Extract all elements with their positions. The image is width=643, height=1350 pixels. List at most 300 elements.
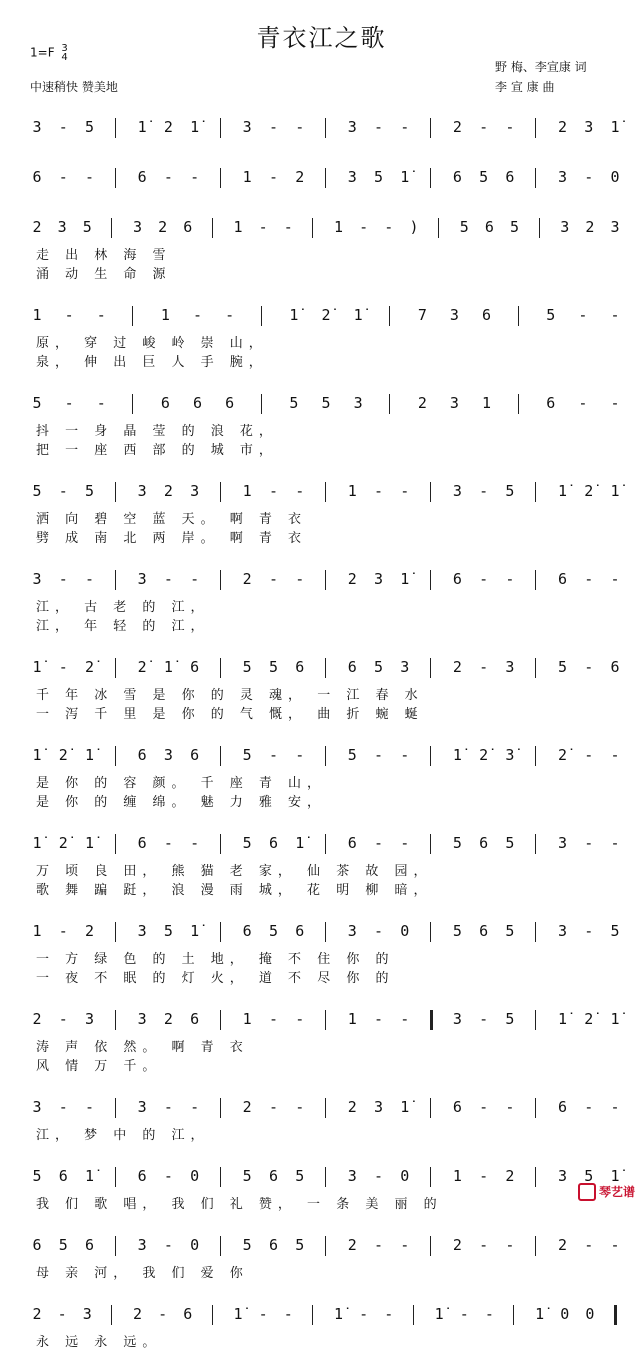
staff-line bbox=[0, 166, 643, 188]
bar-line bbox=[389, 306, 390, 326]
note: - bbox=[479, 118, 489, 136]
note: 3 bbox=[353, 394, 363, 412]
note: - bbox=[584, 834, 594, 852]
lyric-line: 一 方 绿 色 的 土 地， 掩 不 住 你 的 bbox=[36, 952, 395, 967]
note: 5 bbox=[295, 1167, 305, 1185]
bar-line bbox=[389, 394, 390, 414]
note: - bbox=[374, 746, 384, 764]
note: - bbox=[374, 922, 384, 940]
note: 1̇ bbox=[32, 658, 42, 676]
note: 2̇ bbox=[58, 834, 68, 852]
note: - bbox=[578, 394, 588, 412]
bar-line bbox=[220, 1098, 221, 1118]
bar-line bbox=[325, 746, 326, 766]
note: - bbox=[268, 570, 278, 588]
site-logo bbox=[578, 1183, 635, 1202]
note: 0 bbox=[400, 1167, 410, 1185]
note: 6 bbox=[484, 218, 494, 236]
lyric-line: 我 们 歌 唱， 我 们 礼 赞， 一 条 美 丽 的 bbox=[36, 1197, 443, 1212]
note: 6 bbox=[479, 922, 489, 940]
bar-line bbox=[430, 834, 431, 854]
bar-line bbox=[261, 306, 262, 326]
note: 5 bbox=[374, 168, 384, 186]
note: - bbox=[610, 570, 620, 588]
note: 5 bbox=[268, 658, 278, 676]
time-signature bbox=[61, 44, 67, 62]
bar-line bbox=[115, 1098, 116, 1118]
note: 5 bbox=[295, 1236, 305, 1254]
note: 2 bbox=[557, 1236, 567, 1254]
note: - bbox=[283, 1305, 293, 1323]
staff-line bbox=[0, 568, 643, 590]
note: 2̇ bbox=[85, 658, 95, 676]
bar-line bbox=[115, 658, 116, 678]
logo-text: 琴艺谱 bbox=[598, 1184, 635, 1199]
bar-line bbox=[115, 746, 116, 766]
note: 2̇ bbox=[557, 746, 567, 764]
note: - bbox=[190, 168, 200, 186]
note: - bbox=[96, 394, 106, 412]
note: - bbox=[479, 1010, 489, 1028]
note: 5 bbox=[459, 218, 469, 236]
bar-line bbox=[535, 168, 536, 188]
bar-line bbox=[413, 1305, 414, 1325]
bar-line bbox=[430, 1010, 433, 1030]
note: 6 bbox=[183, 1305, 193, 1323]
bar-line bbox=[220, 834, 221, 854]
note: 6 bbox=[85, 1236, 95, 1254]
bar-line bbox=[430, 1167, 431, 1187]
staff-line bbox=[0, 304, 643, 326]
note: 2̇ bbox=[479, 746, 489, 764]
bar-line bbox=[325, 658, 326, 678]
note: - bbox=[190, 834, 200, 852]
staff-line bbox=[0, 480, 643, 502]
bar-line bbox=[220, 746, 221, 766]
bar-line bbox=[325, 168, 326, 188]
staff-line bbox=[0, 216, 643, 238]
note: - bbox=[374, 118, 384, 136]
note: 3 bbox=[452, 1010, 462, 1028]
bar-line bbox=[518, 394, 519, 414]
note: 1̇ bbox=[190, 922, 200, 940]
bar-line bbox=[430, 482, 431, 502]
note: 2 bbox=[32, 1305, 42, 1323]
note: 6 bbox=[505, 168, 515, 186]
note: - bbox=[58, 118, 68, 136]
note: 2̇ bbox=[584, 482, 594, 500]
note: 1̇ bbox=[32, 746, 42, 764]
note: - bbox=[479, 482, 489, 500]
note: 6 bbox=[452, 168, 462, 186]
note: 6 bbox=[557, 570, 567, 588]
note: 3 bbox=[400, 658, 410, 676]
note: - bbox=[479, 658, 489, 676]
lyric-line: 抖 一 身 晶 莹 的 浪 花， bbox=[36, 424, 278, 439]
note: 1̇ bbox=[557, 482, 567, 500]
note: - bbox=[85, 570, 95, 588]
note: - bbox=[163, 1236, 173, 1254]
note: 5 bbox=[374, 658, 384, 676]
bar-line bbox=[115, 118, 116, 138]
composer-credit: 李 宣 康 曲 bbox=[495, 80, 555, 94]
note: - bbox=[459, 1305, 469, 1323]
lyric-line: 江， 梦 中 的 江， bbox=[36, 1128, 210, 1143]
bar-line bbox=[518, 306, 519, 326]
note: - bbox=[163, 834, 173, 852]
bar-line bbox=[212, 218, 213, 238]
note: 1̇ bbox=[557, 1010, 567, 1028]
note: 1 bbox=[32, 306, 42, 324]
note: - bbox=[479, 1236, 489, 1254]
lyric-line: 万 顷 良 田， 熊 猫 老 家， 仙 茶 故 园， bbox=[36, 864, 433, 879]
note: 6 bbox=[347, 658, 357, 676]
note: 6 bbox=[58, 1167, 68, 1185]
note: 5 bbox=[584, 1167, 594, 1185]
bar-line bbox=[535, 118, 536, 138]
lyric-line: 是 你 的 缠 绵。 魅 力 雅 安， bbox=[36, 795, 327, 810]
note: 6 bbox=[32, 1236, 42, 1254]
staff-line bbox=[0, 1303, 643, 1325]
note: 3 bbox=[374, 1098, 384, 1116]
bar-line bbox=[535, 922, 536, 942]
bar-line bbox=[513, 1305, 514, 1325]
note: 5 bbox=[242, 746, 252, 764]
note: - bbox=[163, 1167, 173, 1185]
note: - bbox=[584, 1236, 594, 1254]
lyric-line: 千 年 冰 雪 是 你 的 灵 魂， 一 江 春 水 bbox=[36, 688, 424, 703]
note: 6 bbox=[268, 1236, 278, 1254]
bar-line bbox=[325, 922, 326, 942]
note: 6 bbox=[295, 658, 305, 676]
note: - bbox=[268, 118, 278, 136]
bar-line bbox=[261, 394, 262, 414]
note: 2 bbox=[163, 1010, 173, 1028]
note: - bbox=[163, 1098, 173, 1116]
note: 1̇ bbox=[137, 118, 147, 136]
note: - bbox=[584, 746, 594, 764]
note: 6 bbox=[137, 834, 147, 852]
note: 6 bbox=[610, 658, 620, 676]
note: - bbox=[295, 482, 305, 500]
note: - bbox=[374, 482, 384, 500]
note: 6 bbox=[482, 306, 492, 324]
note: 1̇ bbox=[610, 1010, 620, 1028]
note: 3 bbox=[347, 922, 357, 940]
note: 2̇ bbox=[58, 746, 68, 764]
lyric-line: 原， 穿 过 峻 岭 崇 山， bbox=[36, 336, 268, 351]
lyric-line: 是 你 的 容 颜。 千 座 青 山， bbox=[36, 776, 327, 791]
note: - bbox=[225, 306, 235, 324]
note: 5 bbox=[610, 922, 620, 940]
note: 3 bbox=[242, 118, 252, 136]
note: 1̇ bbox=[85, 746, 95, 764]
bar-line bbox=[115, 168, 116, 188]
note: - bbox=[610, 1236, 620, 1254]
bar-line bbox=[220, 1010, 221, 1030]
note: - bbox=[610, 834, 620, 852]
note: 5 bbox=[268, 922, 278, 940]
bar-line bbox=[111, 218, 112, 238]
note: 6 bbox=[295, 922, 305, 940]
note: 1̇ bbox=[233, 1305, 243, 1323]
note: 5 bbox=[347, 746, 357, 764]
bar-line bbox=[535, 482, 536, 502]
note: 2 bbox=[347, 1236, 357, 1254]
staff-line bbox=[0, 1234, 643, 1256]
note: 1̇ bbox=[400, 168, 410, 186]
note: - bbox=[400, 834, 410, 852]
note: 3 bbox=[82, 1305, 92, 1323]
note: 1̇ bbox=[400, 570, 410, 588]
note: - bbox=[359, 218, 369, 236]
note: 1̇ bbox=[452, 746, 462, 764]
bar-line bbox=[312, 1305, 313, 1325]
note: 2 bbox=[242, 570, 252, 588]
note: 1̇ bbox=[163, 658, 173, 676]
note: 5 bbox=[242, 658, 252, 676]
note: - bbox=[163, 168, 173, 186]
note: 1̇ bbox=[85, 1167, 95, 1185]
note: 3 bbox=[137, 922, 147, 940]
note: - bbox=[505, 118, 515, 136]
bar-line bbox=[115, 1010, 116, 1030]
bar-line bbox=[132, 394, 133, 414]
note: - bbox=[58, 1098, 68, 1116]
note: 2 bbox=[163, 118, 173, 136]
note: 6 bbox=[452, 570, 462, 588]
note: 1 bbox=[233, 218, 243, 236]
bar-line bbox=[115, 1236, 116, 1256]
note: 3 bbox=[449, 394, 459, 412]
note: 5 bbox=[242, 1236, 252, 1254]
note: - bbox=[58, 1010, 68, 1028]
note: 1 bbox=[334, 218, 344, 236]
note: 6 bbox=[242, 922, 252, 940]
note: 2 bbox=[585, 218, 595, 236]
note: - bbox=[484, 1305, 494, 1323]
note: 2 bbox=[158, 218, 168, 236]
note: 6 bbox=[183, 218, 193, 236]
note: - bbox=[374, 1236, 384, 1254]
note: 6 bbox=[268, 1167, 278, 1185]
note: - bbox=[384, 218, 394, 236]
bar-line bbox=[325, 834, 326, 854]
key-label: 1=F bbox=[30, 45, 55, 60]
note: 1̇ bbox=[353, 306, 363, 324]
note: 3 bbox=[137, 482, 147, 500]
note: - bbox=[374, 1167, 384, 1185]
note: - bbox=[58, 922, 68, 940]
note: 3 bbox=[57, 218, 67, 236]
bar-line bbox=[438, 218, 439, 238]
bar-line bbox=[535, 1010, 536, 1030]
note: - bbox=[64, 394, 74, 412]
staff-line bbox=[0, 1008, 643, 1030]
note: - bbox=[193, 306, 203, 324]
note: 1̇ bbox=[400, 1098, 410, 1116]
note: 3 bbox=[137, 1010, 147, 1028]
note: - bbox=[190, 1098, 200, 1116]
note: - bbox=[258, 218, 268, 236]
note: 3 bbox=[374, 570, 384, 588]
note: 0 bbox=[610, 168, 620, 186]
bar-line bbox=[535, 1098, 536, 1118]
note: 6 bbox=[479, 834, 489, 852]
note: 6 bbox=[190, 746, 200, 764]
note: - bbox=[268, 1098, 278, 1116]
note: - bbox=[374, 1010, 384, 1028]
bar-line bbox=[539, 218, 540, 238]
bar-line bbox=[220, 482, 221, 502]
note: - bbox=[295, 1098, 305, 1116]
note: - bbox=[584, 570, 594, 588]
note: 2 bbox=[452, 118, 462, 136]
bar-line bbox=[325, 1167, 326, 1187]
note: 2 bbox=[452, 1236, 462, 1254]
note: - bbox=[295, 746, 305, 764]
note: - bbox=[400, 1010, 410, 1028]
note: 6 bbox=[32, 168, 42, 186]
bar-line bbox=[220, 570, 221, 590]
note: 3 bbox=[32, 118, 42, 136]
bar-line bbox=[430, 570, 431, 590]
note: - bbox=[610, 306, 620, 324]
note: 0 bbox=[585, 1305, 595, 1323]
bar-line bbox=[212, 1305, 213, 1325]
staff-line bbox=[0, 1096, 643, 1118]
staff-line bbox=[0, 656, 643, 678]
note: 1̇ bbox=[334, 1305, 344, 1323]
note: - bbox=[283, 218, 293, 236]
bar-line bbox=[132, 306, 133, 326]
note: 6 bbox=[557, 1098, 567, 1116]
bar-line bbox=[614, 1305, 617, 1325]
note: 7 bbox=[417, 306, 427, 324]
note: 2̇ bbox=[584, 1010, 594, 1028]
note: 3 bbox=[449, 306, 459, 324]
note: 3 bbox=[557, 834, 567, 852]
note: - bbox=[479, 1167, 489, 1185]
note: 3 bbox=[163, 746, 173, 764]
note: 1 bbox=[482, 394, 492, 412]
note: - bbox=[57, 1305, 67, 1323]
note: 5 bbox=[163, 922, 173, 940]
staff-line bbox=[0, 832, 643, 854]
bar-line bbox=[325, 1010, 326, 1030]
note: 1 bbox=[347, 1010, 357, 1028]
note: 5 bbox=[289, 394, 299, 412]
lyric-line: 涌 动 生 命 源 bbox=[36, 267, 172, 282]
note: 1̇ bbox=[434, 1305, 444, 1323]
note: 6 bbox=[225, 394, 235, 412]
bar-line bbox=[115, 482, 116, 502]
note: 1̇ bbox=[610, 1167, 620, 1185]
note: 6 bbox=[268, 834, 278, 852]
note: 3 bbox=[560, 218, 570, 236]
staff-line bbox=[0, 392, 643, 414]
note: 1̇ bbox=[610, 482, 620, 500]
bar-line bbox=[535, 746, 536, 766]
note: 3 bbox=[347, 118, 357, 136]
bar-line bbox=[325, 570, 326, 590]
note: 1̇ bbox=[32, 834, 42, 852]
lyric-line: 走 出 林 海 雪 bbox=[36, 248, 172, 263]
lyric-line: 把 一 座 西 部 的 城 市， bbox=[36, 443, 278, 458]
bar-line bbox=[115, 922, 116, 942]
note: 3 bbox=[347, 168, 357, 186]
note: 3 bbox=[190, 482, 200, 500]
bar-line bbox=[325, 482, 326, 502]
note: 5 bbox=[242, 834, 252, 852]
note: 5 bbox=[242, 1167, 252, 1185]
bar-line bbox=[220, 922, 221, 942]
note: - bbox=[610, 394, 620, 412]
note: - bbox=[58, 658, 68, 676]
bar-line bbox=[535, 570, 536, 590]
note: 3 bbox=[347, 1167, 357, 1185]
bar-line bbox=[535, 1167, 536, 1187]
lyric-line: 歌 舞 蹁 跹， 浪 漫 雨 城， 花 明 柳 暗， bbox=[36, 883, 433, 898]
note: 5 bbox=[58, 1236, 68, 1254]
note: - bbox=[58, 482, 68, 500]
note: 5 bbox=[452, 922, 462, 940]
note: 2 bbox=[452, 658, 462, 676]
bar-line bbox=[115, 1167, 116, 1187]
note: - bbox=[295, 118, 305, 136]
note: 3 bbox=[32, 1098, 42, 1116]
note: 3 bbox=[452, 482, 462, 500]
note: 6 bbox=[160, 394, 170, 412]
note: 2 bbox=[505, 1167, 515, 1185]
note: 5 bbox=[505, 482, 515, 500]
note: 5 bbox=[32, 482, 42, 500]
note: 5 bbox=[505, 922, 515, 940]
note: - bbox=[268, 1010, 278, 1028]
note: - bbox=[584, 168, 594, 186]
bar-line bbox=[535, 1236, 536, 1256]
note: - bbox=[400, 746, 410, 764]
note: 2̇ bbox=[137, 658, 147, 676]
note: 3 bbox=[584, 118, 594, 136]
bar-line bbox=[325, 1236, 326, 1256]
note: - bbox=[374, 834, 384, 852]
note: - bbox=[505, 1098, 515, 1116]
note: 1 bbox=[160, 306, 170, 324]
note: - bbox=[96, 306, 106, 324]
bar-line bbox=[430, 118, 431, 138]
note: 5 bbox=[557, 658, 567, 676]
lyric-line: 母 亲 河， 我 们 爱 你 bbox=[36, 1266, 249, 1281]
note: 0 bbox=[190, 1236, 200, 1254]
staff-line bbox=[0, 1165, 643, 1187]
bar-line bbox=[220, 658, 221, 678]
note: 3 bbox=[137, 570, 147, 588]
note: - bbox=[384, 1305, 394, 1323]
note: 5 bbox=[505, 834, 515, 852]
lyric-line: 一 泻 千 里 是 你 的 气 慨， 曲 折 蜿 蜒 bbox=[36, 707, 424, 722]
note: - bbox=[584, 1098, 594, 1116]
note: - bbox=[85, 168, 95, 186]
note: - bbox=[58, 168, 68, 186]
note: 1̇ bbox=[295, 834, 305, 852]
bar-line bbox=[115, 570, 116, 590]
lyric-line: 一 夜 不 眠 的 灯 火， 道 不 尽 你 的 bbox=[36, 971, 395, 986]
note: 5 bbox=[85, 482, 95, 500]
note: 2 bbox=[242, 1098, 252, 1116]
note: - bbox=[505, 570, 515, 588]
bar-line bbox=[535, 834, 536, 854]
